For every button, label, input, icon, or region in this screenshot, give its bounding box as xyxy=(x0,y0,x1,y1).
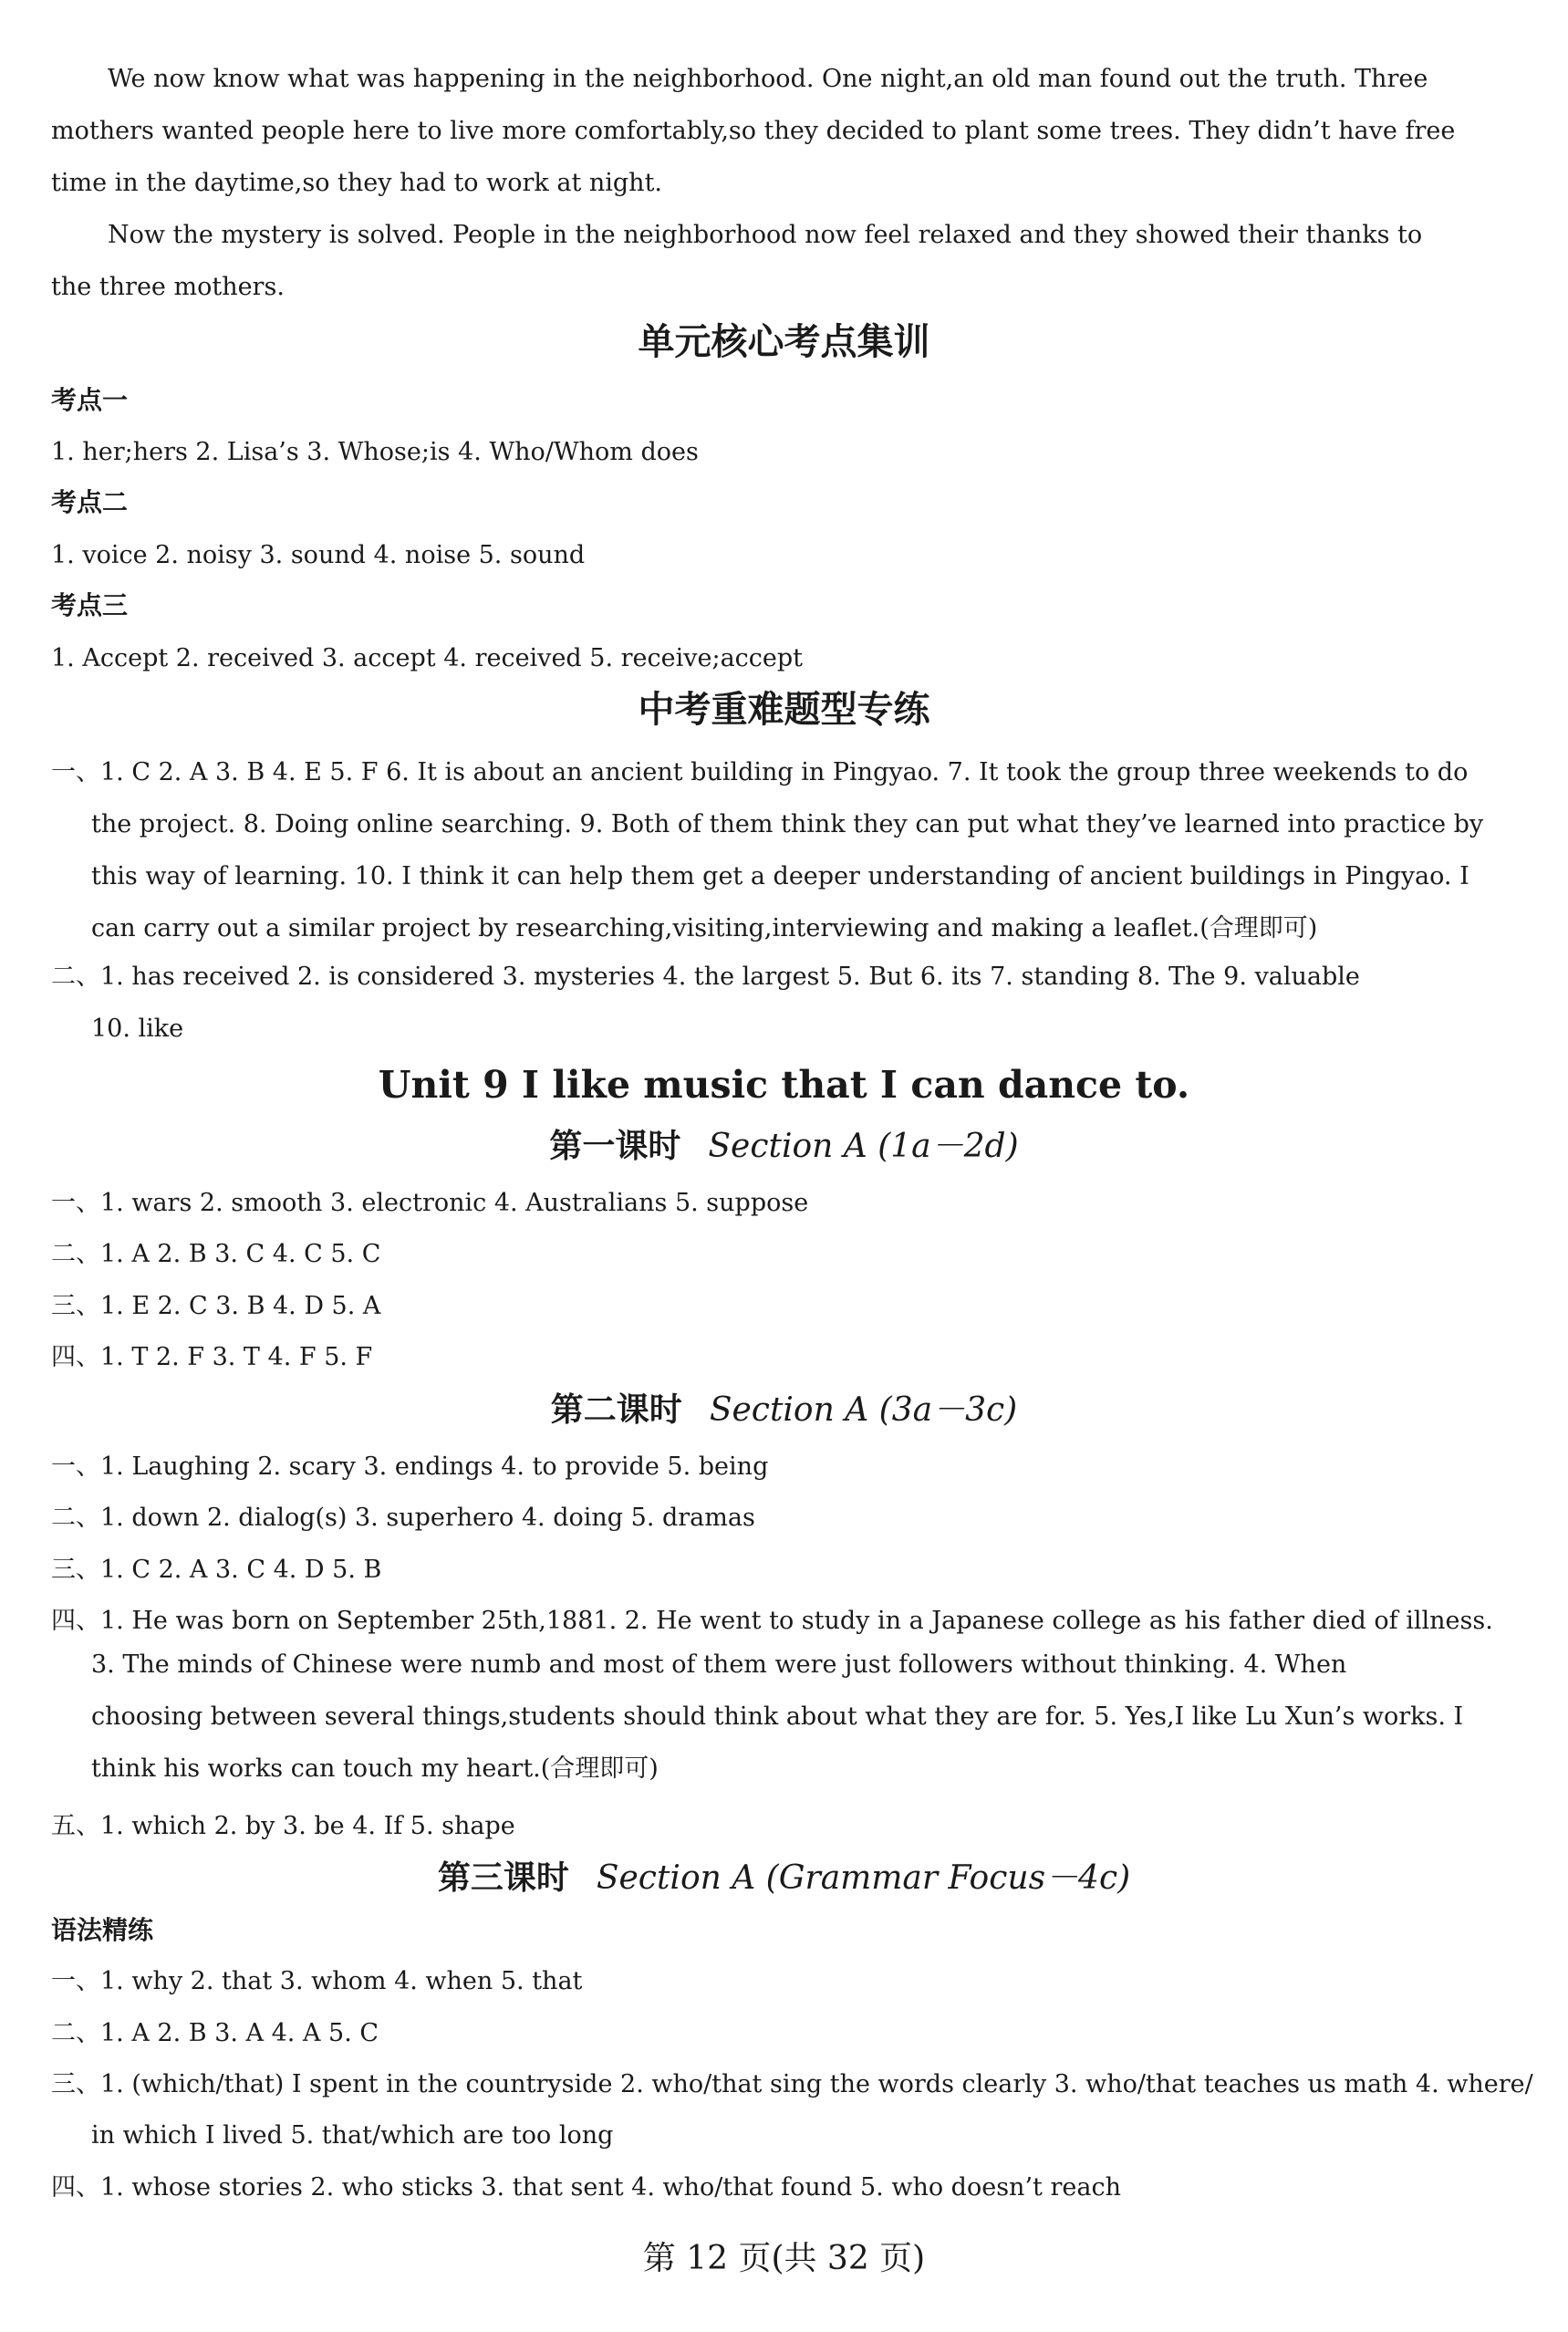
lesson-3-en: Section A (Grammar Focus－4c) xyxy=(596,1859,1131,1897)
lesson-2-line-2: 二、1. down 2. dialog(s) 3. superhero 4. doing 5. dramas xyxy=(51,1504,755,1532)
lesson-1-line-1: 一、1. wars 2. smooth 3. electronic 4. Australians 5. suppose xyxy=(51,1189,809,1217)
lesson-1-en: Section A (1a－2d) xyxy=(708,1128,1019,1165)
lesson-1-cn: 第一课时 xyxy=(549,1127,681,1165)
unit-title: Unit 9 I like music that I can dance to. xyxy=(378,1063,1190,1107)
lesson-2-line-1: 一、1. Laughing 2. scary 3. endings 4. to provide 5. being xyxy=(51,1452,769,1481)
keypoint-1-answers: 1. her;hers 2. Lisa’s 3. Whose;is 4. Who/Whom does xyxy=(51,438,699,466)
exam-part-2-line-2: 10. like xyxy=(91,1015,184,1043)
lesson-2-part-4-line-1: 四、1. He was born on September 25th,1881. 2. He went to study in a Japanese college as his father died of illness. xyxy=(51,1607,1493,1635)
keypoint-1-label: 考点一 xyxy=(51,385,129,415)
intro-paragraph-2: Now the mystery is solved. People in the neighborhood now feel relaxed and they showed their thanks to the three mothers. xyxy=(51,221,1423,301)
lesson-3-line-2: 二、1. A 2. B 3. A 4. A 5. C xyxy=(51,2019,379,2047)
lesson-2-part-4-rest: 3. The minds of Chinese were numb and most of them were just followers without thinking. 4. When choosing between several things,students should think about what they are for. 5. Yes,I like Lu Xun’s works. I think his works can touch my heart.(合理即可) xyxy=(91,1650,1464,1783)
keypoint-2-label: 考点二 xyxy=(51,487,129,517)
lesson-3-line-1: 一、1. why 2. that 3. whom 4. when 5. that xyxy=(51,1967,583,1995)
page-number: 第 12 页(共 32 页) xyxy=(642,2240,926,2277)
keypoint-2-answers: 1. voice 2. noisy 3. sound 4. noise 5. sound xyxy=(51,541,586,569)
lesson-2-cn: 第二课时 xyxy=(550,1390,682,1429)
lesson-3-cn: 第三课时 xyxy=(437,1858,569,1897)
lesson-3-part-3-line-1: 三、1. (which/that) I spent in the countryside 2. who/that sing the words clearly 3. who/that teaches us math 4. where/ xyxy=(51,2070,1533,2098)
lesson-3-part-3-line-2: in which I lived 5. that/which are too long xyxy=(91,2121,614,2150)
lesson-1-line-2: 二、1. A 2. B 3. C 4. C 5. C xyxy=(51,1240,381,1268)
lesson-2-line-3: 三、1. C 2. A 3. C 4. D 5. B xyxy=(51,1556,382,1584)
exam-section-title: 中考重难题型专练 xyxy=(638,688,930,731)
lesson-1-line-4: 四、1. T 2. F 3. T 4. F 5. F xyxy=(51,1343,373,1371)
lesson-1-line-3: 三、1. E 2. C 3. B 4. D 5. A xyxy=(51,1292,381,1320)
lesson-2-heading xyxy=(0,1389,1568,1431)
lesson-2-part-5: 五、1. which 2. by 3. be 4. If 5. shape xyxy=(51,1812,515,1840)
exam-part-1: 一、1. C 2. A 3. B 4. E 5. F 6. It is about an ancient building in Pingyao. 7. It took the group three weekends to do the project. 8. Doing online searching. 9. Both of them think they can put what they’ve learned into practice by this way of learning. 10. I think it can help them get a deeper understanding of ancient buildings in Pingyao. I can carry out a similar project by researching,visiting,interviewing and making a leaflet.(合理即可) xyxy=(51,758,1484,942)
lesson-1-heading xyxy=(0,1125,1568,1168)
intro-paragraph-1: We now know what was happening in the neighborhood. One night,an old man found out the truth. Three mothers wanted people here to live more comfortably,so they decided to plant some trees. They didn’t have free time in the daytime,so they had to work at night. xyxy=(51,65,1456,197)
lesson-2-en: Section A (3a－3c) xyxy=(709,1391,1018,1429)
keypoint-3-answers: 1. Accept 2. received 3. accept 4. received 5. receive;accept xyxy=(51,644,804,672)
keypoint-3-label: 考点三 xyxy=(51,590,129,620)
lesson-3-part-4: 四、1. whose stories 2. who sticks 3. that sent 4. who/that found 5. who doesn’t reach xyxy=(51,2173,1121,2202)
grammar-practice-label: 语法精练 xyxy=(51,1915,154,1945)
exam-part-2-line-1: 二、1. has received 2. is considered 3. mysteries 4. the largest 5. But 6. its 7. standing 8. The 9. valuable xyxy=(51,963,1360,991)
core-section-title: 单元核心考点集训 xyxy=(638,320,930,363)
lesson-3-heading xyxy=(0,1857,1568,1900)
